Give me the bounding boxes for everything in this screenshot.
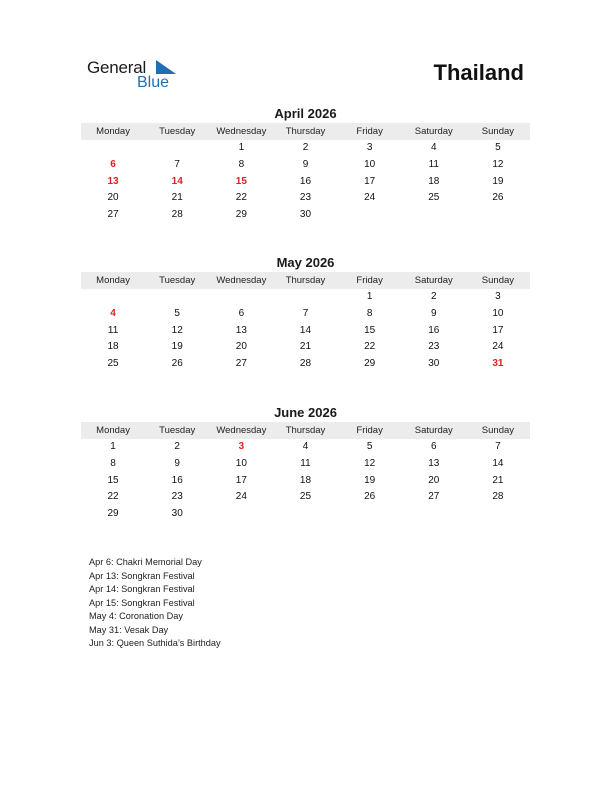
day-cell: 19 bbox=[492, 175, 504, 187]
weekday-label: Tuesday bbox=[159, 425, 196, 436]
day-cell: 20 bbox=[235, 341, 247, 353]
day-cell: 5 bbox=[495, 142, 501, 153]
day-cell: 4 bbox=[302, 441, 309, 452]
day-cell: 21 bbox=[171, 192, 183, 204]
weekday-label: Sunday bbox=[481, 126, 515, 137]
day-cell: 6 bbox=[430, 441, 437, 452]
day-cell: 11 bbox=[107, 324, 119, 336]
holiday-day-cell: 13 bbox=[107, 175, 119, 187]
day-cell: 27 bbox=[107, 209, 119, 221]
day-cell: 12 bbox=[171, 324, 183, 336]
day-grid bbox=[81, 289, 530, 373]
holiday-day-cell: 15 bbox=[235, 175, 247, 187]
day-cell: 22 bbox=[107, 491, 119, 503]
holiday-day-cell: 3 bbox=[238, 441, 245, 452]
day-cell: 8 bbox=[110, 457, 116, 469]
day-cell: 1 bbox=[366, 291, 373, 302]
logo-general-text: General bbox=[87, 58, 147, 77]
day-cell: 26 bbox=[492, 192, 504, 204]
day-cell: 29 bbox=[107, 508, 119, 520]
day-cell: 14 bbox=[492, 457, 504, 469]
day-cell: 9 bbox=[302, 158, 309, 170]
flag-icon bbox=[156, 60, 176, 74]
day-cell: 17 bbox=[235, 474, 247, 486]
day-cell: 24 bbox=[492, 341, 504, 353]
day-cell: 20 bbox=[428, 474, 440, 486]
day-cell: 12 bbox=[492, 158, 504, 170]
day-cell: 18 bbox=[299, 474, 312, 486]
day-cell: 3 bbox=[495, 291, 501, 302]
day-cell: 23 bbox=[299, 192, 312, 204]
empty-cell bbox=[145, 140, 209, 157]
day-cell: 7 bbox=[302, 307, 309, 319]
day-cell: 10 bbox=[492, 307, 504, 319]
day-cell: 23 bbox=[171, 491, 183, 503]
holiday-list bbox=[89, 556, 221, 651]
day-cell: 1 bbox=[238, 142, 245, 153]
day-cell: 6 bbox=[238, 307, 245, 319]
day-cell: 5 bbox=[174, 307, 180, 319]
country-title: Thailand bbox=[433, 60, 524, 85]
day-cell: 17 bbox=[364, 175, 376, 187]
weekday-label: Thursday bbox=[285, 425, 326, 436]
day-cell: 4 bbox=[430, 142, 437, 153]
weekday-label: Wednesday bbox=[216, 126, 267, 137]
day-cell: 22 bbox=[235, 192, 247, 204]
holiday-note: Apr 14: Songkran Festival bbox=[89, 584, 195, 594]
empty-cell bbox=[81, 289, 145, 306]
day-cell: 2 bbox=[430, 291, 437, 302]
day-cell: 21 bbox=[492, 474, 504, 486]
weekday-label: Monday bbox=[96, 275, 130, 286]
day-cell: 11 bbox=[300, 457, 311, 469]
logo bbox=[87, 58, 187, 92]
day-cell: 10 bbox=[235, 457, 247, 469]
holiday-note: Jun 3: Queen Suthida’s Birthday bbox=[89, 638, 221, 648]
empty-cell bbox=[145, 289, 209, 306]
weekday-label: Saturday bbox=[414, 275, 453, 286]
day-cell: 11 bbox=[428, 158, 439, 170]
holiday-note: May 4: Coronation Day bbox=[89, 611, 183, 621]
weekday-label: Tuesday bbox=[159, 126, 196, 137]
day-cell: 9 bbox=[174, 457, 180, 469]
holiday-note: May 31: Vesak Day bbox=[89, 624, 169, 635]
day-cell: 13 bbox=[235, 324, 247, 336]
day-cell: 22 bbox=[364, 341, 376, 353]
day-cell: 16 bbox=[171, 474, 183, 486]
day-cell: 30 bbox=[428, 358, 440, 370]
weekday-header bbox=[81, 123, 530, 140]
weekday-label: Friday bbox=[356, 425, 383, 436]
day-grid bbox=[81, 140, 530, 224]
day-cell: 25 bbox=[299, 491, 312, 503]
calendar-month bbox=[81, 106, 530, 224]
calendar-month bbox=[81, 405, 530, 523]
day-cell: 16 bbox=[299, 175, 312, 187]
weekday-label: Sunday bbox=[481, 425, 515, 436]
month-title: May 2026 bbox=[276, 255, 335, 270]
day-cell: 16 bbox=[428, 324, 440, 336]
weekday-label: Wednesday bbox=[216, 425, 267, 436]
day-cell: 17 bbox=[492, 324, 504, 336]
day-cell: 28 bbox=[299, 358, 312, 370]
weekday-label: Saturday bbox=[414, 425, 453, 436]
empty-cell bbox=[209, 289, 273, 306]
weekday-label: Friday bbox=[356, 275, 383, 286]
day-grid bbox=[81, 439, 530, 523]
day-cell: 7 bbox=[174, 158, 180, 170]
day-cell: 29 bbox=[235, 209, 247, 221]
weekday-label: Monday bbox=[96, 126, 130, 137]
day-cell: 23 bbox=[428, 341, 440, 353]
day-cell: 1 bbox=[110, 441, 116, 452]
empty-cell bbox=[81, 140, 145, 157]
day-cell: 2 bbox=[302, 142, 309, 153]
day-cell: 13 bbox=[428, 457, 440, 469]
weekday-label: Thursday bbox=[285, 275, 326, 286]
weekday-label: Wednesday bbox=[216, 275, 267, 286]
day-cell: 24 bbox=[235, 491, 247, 503]
logo-blue-text: Blue bbox=[137, 74, 170, 91]
weekday-label: Friday bbox=[356, 126, 383, 137]
holiday-day-cell: 6 bbox=[110, 158, 116, 170]
day-cell: 25 bbox=[428, 192, 440, 204]
weekday-label: Thursday bbox=[285, 126, 326, 137]
day-cell: 15 bbox=[364, 324, 376, 336]
day-cell: 24 bbox=[364, 192, 376, 204]
weekday-header bbox=[81, 422, 530, 439]
calendar-month bbox=[81, 255, 530, 373]
day-cell: 2 bbox=[174, 441, 180, 452]
day-cell: 3 bbox=[366, 142, 373, 153]
weekday-label: Saturday bbox=[414, 126, 453, 137]
day-cell: 14 bbox=[299, 324, 312, 336]
holiday-note: Apr 13: Songkran Festival bbox=[89, 570, 195, 581]
day-cell: 15 bbox=[107, 474, 119, 486]
day-cell: 8 bbox=[366, 307, 373, 319]
empty-cell bbox=[273, 289, 337, 306]
day-cell: 19 bbox=[171, 341, 183, 353]
weekday-header bbox=[81, 272, 530, 289]
day-cell: 26 bbox=[364, 491, 376, 503]
day-cell: 18 bbox=[107, 341, 119, 353]
day-cell: 30 bbox=[299, 209, 312, 221]
day-cell: 25 bbox=[107, 358, 119, 370]
day-cell: 12 bbox=[364, 457, 376, 469]
holiday-note: Apr 6: Chakri Memorial Day bbox=[89, 557, 202, 567]
month-title: April 2026 bbox=[274, 106, 337, 121]
day-cell: 29 bbox=[364, 358, 376, 370]
holiday-note: Apr 15: Songkran Festival bbox=[89, 597, 195, 608]
month-title: June 2026 bbox=[274, 405, 337, 420]
day-cell: 19 bbox=[364, 474, 376, 486]
day-cell: 26 bbox=[171, 358, 183, 370]
day-cell: 20 bbox=[107, 192, 119, 204]
day-cell: 27 bbox=[428, 491, 440, 503]
day-cell: 18 bbox=[428, 175, 440, 187]
day-cell: 5 bbox=[366, 441, 373, 452]
holiday-day-cell: 4 bbox=[110, 307, 116, 319]
day-cell: 8 bbox=[238, 158, 245, 170]
day-cell: 9 bbox=[430, 307, 437, 319]
day-cell: 28 bbox=[171, 209, 183, 221]
day-cell: 30 bbox=[171, 508, 183, 520]
day-cell: 27 bbox=[235, 358, 247, 370]
day-cell: 10 bbox=[364, 158, 376, 170]
day-cell: 21 bbox=[299, 341, 312, 353]
day-cell: 28 bbox=[492, 491, 504, 503]
weekday-label: Tuesday bbox=[159, 275, 196, 286]
weekday-label: Monday bbox=[96, 425, 130, 436]
holiday-day-cell: 14 bbox=[171, 175, 183, 187]
day-cell: 7 bbox=[495, 441, 501, 452]
weekday-label: Sunday bbox=[481, 275, 515, 286]
holiday-day-cell: 31 bbox=[492, 358, 504, 370]
